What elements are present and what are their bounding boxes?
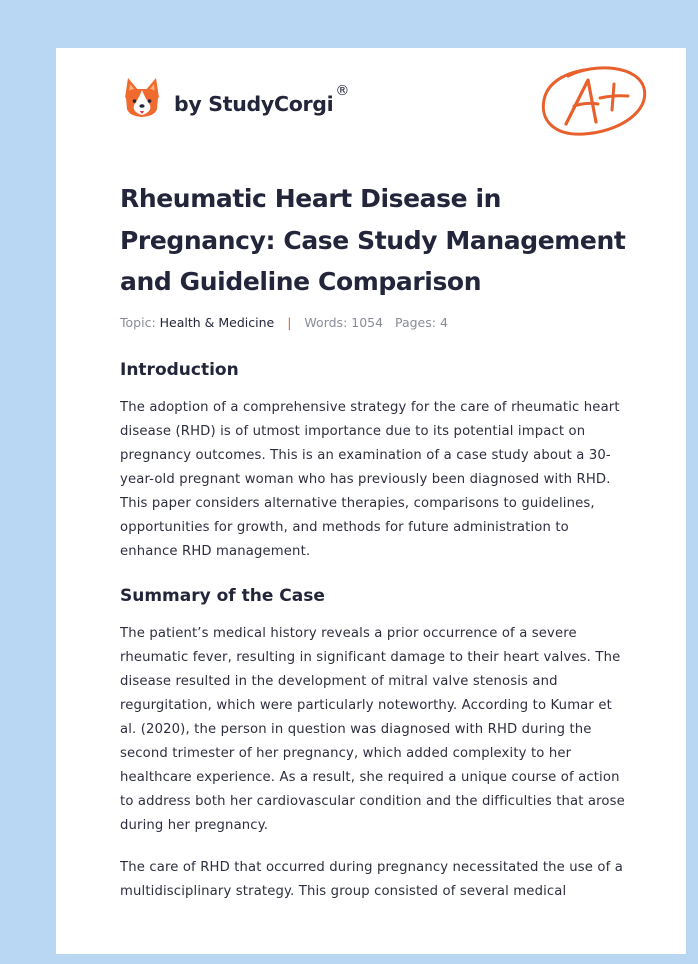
summary-paragraph-2: The care of RHD that occurred during pregnancy necessitated the use of a multidisciplinary strategy. This group consisted of several medical — [120, 859, 623, 899]
document-title: Rheumatic Heart Disease in Pregnancy: Case Study Management and Guideline Comparison — [120, 184, 626, 296]
a-plus-grade-badge — [538, 58, 650, 140]
introduction-heading: Introduction — [120, 359, 239, 380]
document-meta — [120, 315, 630, 330]
corgi-icon — [122, 76, 162, 122]
topic-link[interactable]: Health & Medicine — [159, 314, 275, 330]
summary-paragraph-1: The patient’s medical history reveals a prior occurrence of a severe rheumatic fever, resulting in significant damage to their heart valves. The disease resulted in the development of mitral valve stenosis and regurgitation, which were particularly noteworthy. According to Kumar et al. (2020), the person in question was diagnosed with RHD during the second trimester of her pregnancy, which added complexity to her healthcare experience. As a result, she required a unique course of action to address both her cardiovascular condition and the difficulties that arose during her pregnancy. — [120, 625, 625, 833]
topic-label: Topic: — [120, 314, 156, 330]
introduction-paragraph: The adoption of a comprehensive strategy for the care of rheumatic heart disease (RHD) is of utmost importance due to its potential impact on pregnancy outcomes. This is an examination of a case study about a 30-year-old pregnant woman who has previously been diagnosed with RHD. This paper considers alternative therapies, comparisons to guidelines, opportunities for growth, and methods for future administration to enhance RHD management. — [120, 399, 620, 559]
summary-heading: Summary of the Case — [120, 585, 325, 606]
meta-separator: | — [287, 314, 292, 330]
document-page — [56, 48, 686, 954]
registered-mark: ® — [335, 83, 350, 99]
page-count: Pages: 4 — [394, 314, 448, 330]
document-content — [120, 178, 630, 904]
word-count: Words: 1054 — [304, 314, 384, 330]
studycorgi-logo[interactable] — [122, 76, 349, 122]
brand-text: by StudyCorgi — [174, 92, 334, 116]
brand-name — [174, 83, 350, 116]
grade-text: A+ — [538, 58, 540, 59]
